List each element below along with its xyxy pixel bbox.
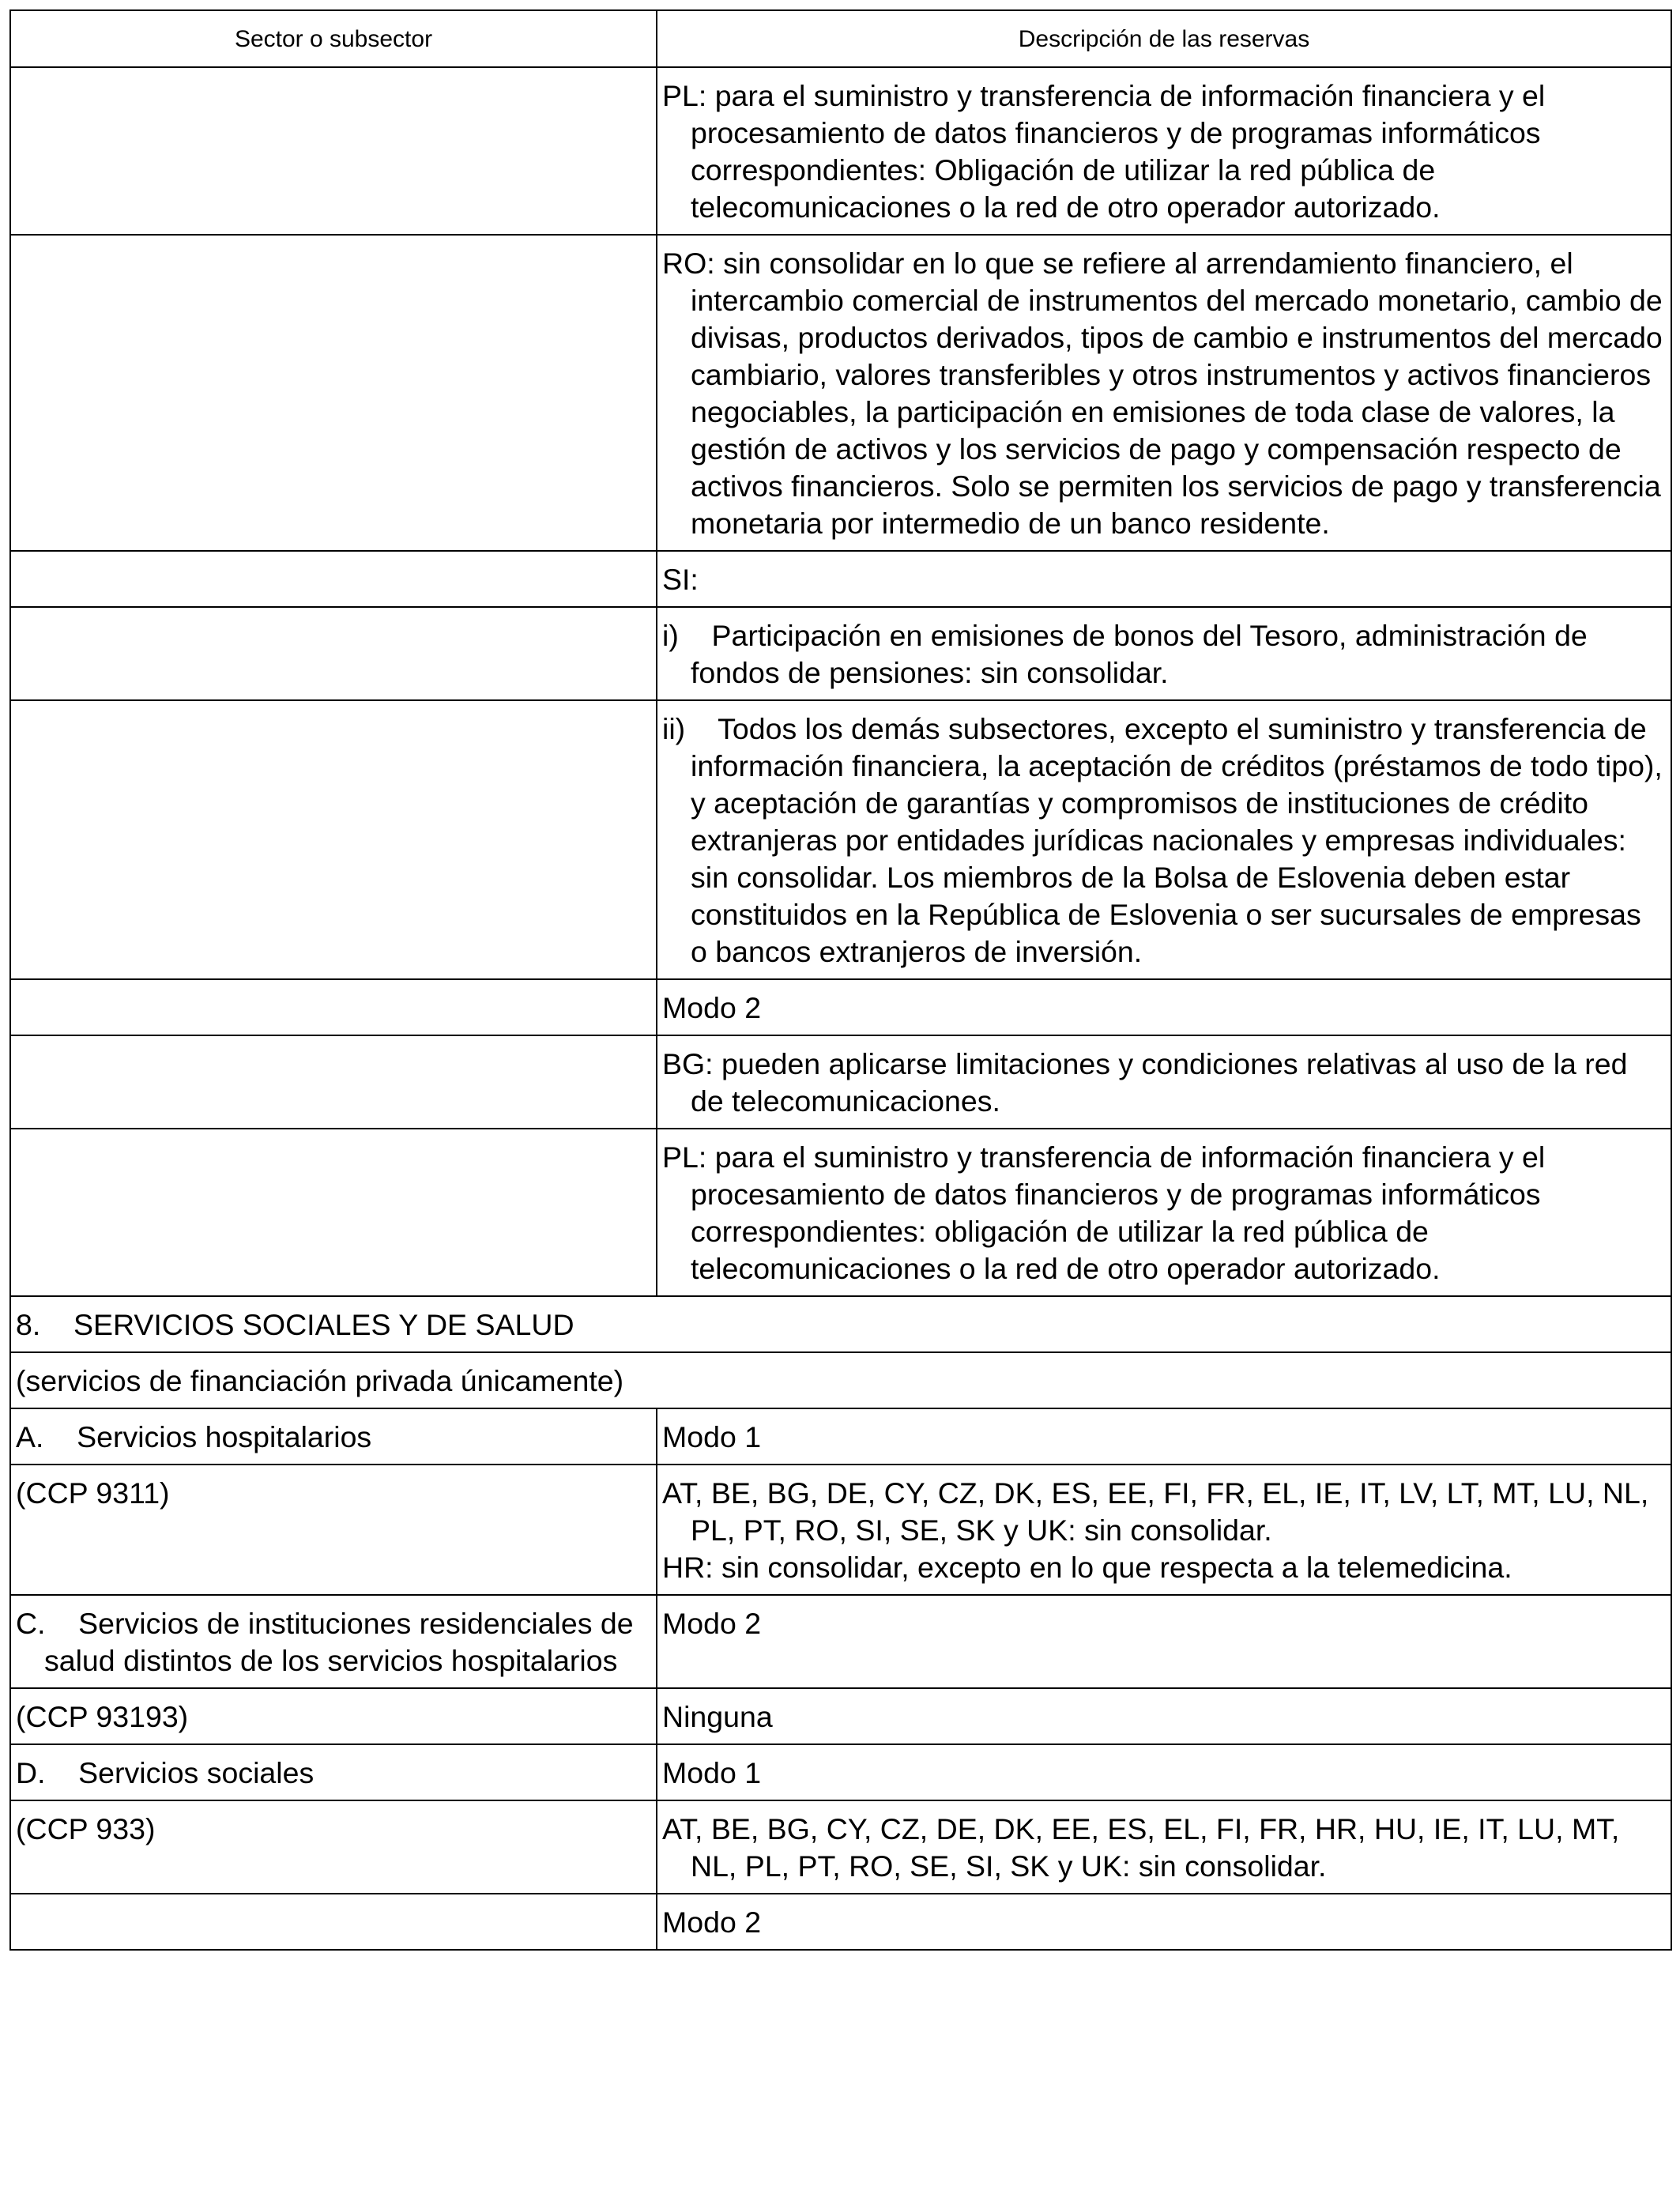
table-row <box>10 700 1671 979</box>
description-cell <box>657 1894 1671 1950</box>
description-cell <box>657 700 1671 979</box>
table-row <box>10 1894 1671 1950</box>
description-cell <box>657 1408 1671 1465</box>
description-cell <box>657 235 1671 551</box>
section-heading <box>10 1296 1671 1352</box>
description-cell <box>657 551 1671 607</box>
description-cell <box>657 607 1671 700</box>
table-row <box>10 1129 1671 1296</box>
table-row <box>10 1035 1671 1129</box>
sector-cell <box>10 1800 657 1894</box>
description-text: AT, BE, BG, DE, CY, CZ, DK, ES, EE, FI, FR, EL, IE, IT, LV, LT, MT, LU, NL, PL, PT, RO, SI, SE, SK y UK: sin consolidar. <box>662 1476 1657 1547</box>
sector-cell <box>10 1688 657 1744</box>
sector-cell <box>10 67 657 235</box>
description-text: SI: <box>662 563 699 596</box>
table-header-row <box>10 10 1671 67</box>
description-text: PL: para el suministro y transferencia de información financiera y el procesamiento de datos financieros y de programas informáticos correspondientes: obligación de utilizar la red pública de telecomunicaciones o la red de otro operador autorizado. <box>662 1140 1554 1285</box>
description-text: PL: para el suministro y transferencia de información financiera y el procesamiento de datos financieros y de programas informáticos correspondientes: Obligación de utilizar la red pública de telecomunicaciones o la red de otro operador autorizado. <box>662 79 1554 224</box>
reservations-table <box>9 9 1672 1951</box>
sector-cell <box>10 1465 657 1595</box>
description-cell <box>657 1465 1671 1595</box>
header-description: Descripción de las reservas <box>657 10 1671 67</box>
section-note <box>10 1352 1671 1408</box>
sector-cell <box>10 979 657 1035</box>
table-row <box>10 551 1671 607</box>
description-text: Modo 2 <box>662 1607 762 1640</box>
sector-cell <box>10 607 657 700</box>
description-text: Modo 1 <box>662 1756 762 1789</box>
table-row <box>10 1800 1671 1894</box>
sector-cell <box>10 1035 657 1129</box>
sector-text: (CCP 93193) <box>16 1700 189 1733</box>
sector-cell <box>10 700 657 979</box>
section-heading-row <box>10 1296 1671 1352</box>
description-cell <box>657 1595 1671 1688</box>
sector-cell <box>10 1744 657 1800</box>
table-row <box>10 235 1671 551</box>
table-row <box>10 607 1671 700</box>
description-text: AT, BE, BG, CY, CZ, DE, DK, EE, ES, EL, FI, FR, HR, HU, IE, IT, LU, MT, NL, PL, PT, RO, SE, SI, SK y UK: sin consolidar. <box>662 1812 1628 1883</box>
description-cell <box>657 67 1671 235</box>
sector-text: (CCP 933) <box>16 1812 156 1845</box>
sector-text: D. Servicios sociales <box>16 1756 315 1789</box>
sector-cell <box>10 1894 657 1950</box>
sector-text: C. Servicios de instituciones residenciales de salud distintos de los servicios hospitalarios <box>16 1607 642 1677</box>
description-text: BG: pueden aplicarse limitaciones y condiciones relativas al uso de la red de telecomunicaciones. <box>662 1047 1636 1118</box>
description-text: RO: sin consolidar en lo que se refiere al arrendamiento financiero, el intercambio comercial de instrumentos del mercado monetario, cambio de divisas, productos derivados, tipos de cambio e instrumentos del mercado cambiario, valores transferibles y otros instrumentos y activos financieros negociables, la participación en emisiones de toda clase de valores, la gestión de activos y los servicios de pago y compensación respecto de activos financieros. Solo se permiten los servicios de pago y transferencia monetaria por intermedio de un banco residente. <box>662 247 1671 540</box>
sector-cell <box>10 1595 657 1688</box>
table-row <box>10 1688 1671 1744</box>
description-text: i) Participación en emisiones de bonos del Tesoro, administración de fondos de pensiones: sin consolidar. <box>662 619 1596 689</box>
sector-text: A. Servicios hospitalarios <box>16 1420 372 1453</box>
table-row <box>10 1408 1671 1465</box>
description-cell <box>657 1800 1671 1894</box>
description-text: Modo 2 <box>662 991 762 1024</box>
description-text: ii) Todos los demás subsectores, excepto el suministro y transferencia de información financiera, la aceptación de créditos (préstamos de todo tipo), y aceptación de garantías y compromisos de instituciones de crédito extranjeras por entidades jurídicas nacionales y empresas individuales: sin consolidar. Los miembros de la Bolsa de Eslovenia deben estar constituidos en la República de Eslovenia o ser sucursales de empresas o bancos extranjeros de inversión. <box>662 712 1671 968</box>
description-text: Modo 2 <box>662 1906 762 1939</box>
sector-text: (CCP 9311) <box>16 1476 170 1510</box>
table-row <box>10 1744 1671 1800</box>
sector-cell <box>10 1408 657 1465</box>
table-row <box>10 67 1671 235</box>
description-text: Ninguna <box>662 1700 773 1733</box>
sector-cell <box>10 1129 657 1296</box>
table-row <box>10 1595 1671 1688</box>
description-text: Modo 1 <box>662 1420 762 1453</box>
description-cell <box>657 1688 1671 1744</box>
sector-cell <box>10 551 657 607</box>
description-cell <box>657 979 1671 1035</box>
section-heading-text: 8. SERVICIOS SOCIALES Y DE SALUD <box>16 1308 574 1341</box>
description-cell <box>657 1129 1671 1296</box>
description-cell <box>657 1035 1671 1129</box>
table-row <box>10 979 1671 1035</box>
description-cell <box>657 1744 1671 1800</box>
description-text: HR: sin consolidar, excepto en lo que respecta a la telemedicina. <box>662 1551 1512 1584</box>
section-note-row <box>10 1352 1671 1408</box>
sector-cell <box>10 235 657 551</box>
table-row <box>10 1465 1671 1595</box>
section-note-text: (servicios de financiación privada únicamente) <box>16 1364 624 1397</box>
header-sector: Sector o subsector <box>10 10 657 67</box>
